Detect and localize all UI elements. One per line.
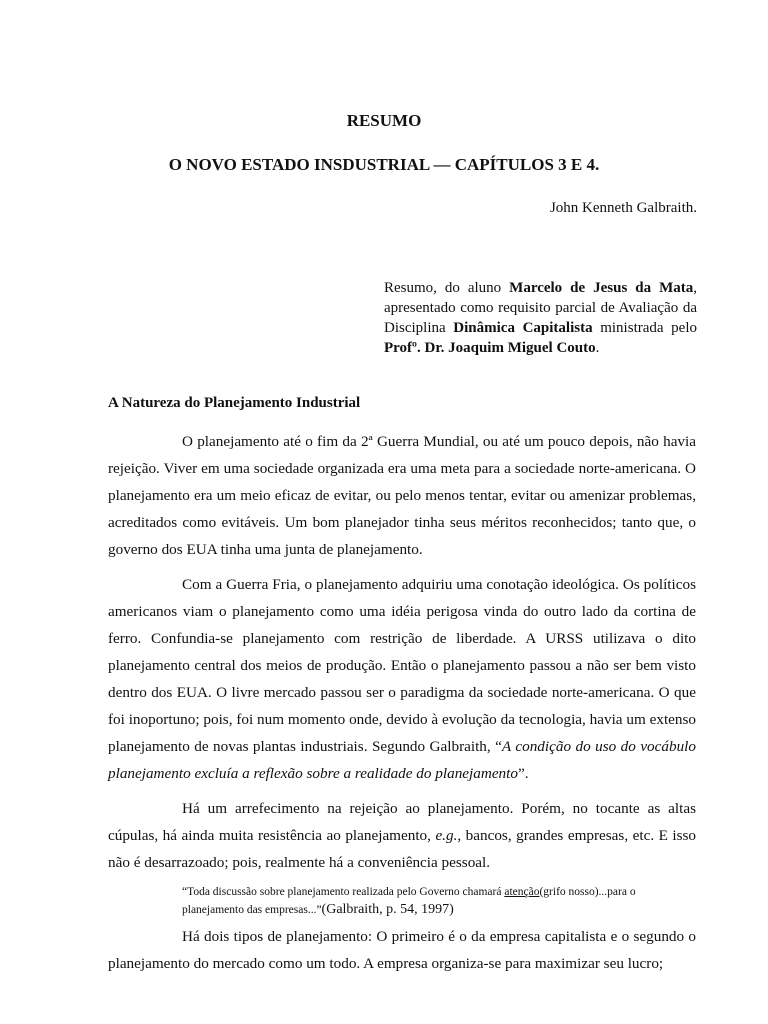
paragraph-1: O planejamento até o fim da 2ª Guerra Mundial, ou até um pouco depois, não havia rejeição. Viver em uma sociedade organizada era uma meta para a sociedade norte-americana. O planejamento era um meio eficaz de evitar, ou pelo menos tentar, evitar ou amenizar problemas, acreditados como evitáveis. Um bom planejador tinha seus méritos reconhecidos; tanto que, o governo dos EUA tinha uma junta de planejamento. bbox=[108, 433, 696, 558]
abstract-text-2: , apresentado como requisito parcial de Avaliação da Disciplina bbox=[384, 280, 697, 336]
author-name: John Kenneth Galbraith. bbox=[549, 200, 697, 216]
abstract-text-3: ministrada pelo bbox=[592, 320, 697, 336]
paragraph-2 bbox=[108, 571, 696, 787]
paragraph-4: Há dois tipos de planejamento: O primeiro é o da empresa capitalista e o segundo o planejamento do mercado como um todo. A empresa organiza-se para maximizar seu lucro; bbox=[108, 928, 696, 972]
paragraph-2-end: ”. bbox=[517, 765, 529, 782]
section-heading: A Natureza do Planejamento Industrial bbox=[108, 395, 361, 411]
galbraith-quote-inline: A condição do uso do vocábulo planejamento excluía a reflexão sobre a realidade do planejamento bbox=[108, 738, 696, 782]
block-quote bbox=[182, 884, 696, 919]
student-name: Marcelo de Jesus da Mata bbox=[509, 280, 694, 296]
eg-abbreviation: e.g. bbox=[435, 827, 458, 844]
paragraph-3-text-b: , bancos, grandes empresas, etc. E isso não é desarrazoado; pois, realmente há a conveniência pessoal. bbox=[108, 827, 696, 871]
document-title: O NOVO ESTADO INSDUSTRIAL — CAPÍTULOS 3 E 4. bbox=[168, 155, 600, 174]
abstract-text-1: Resumo, do aluno bbox=[384, 280, 510, 296]
quote-underlined-word: atenção bbox=[504, 886, 540, 898]
quote-text-b: (grifo nosso)...para o planejamento das empresas...” bbox=[182, 886, 636, 916]
professor-name: Profº. Dr. Joaquim Miguel Couto bbox=[384, 340, 596, 356]
paragraph-3 bbox=[108, 795, 696, 876]
paragraph-2-text: Com a Guerra Fria, o planejamento adquiriu uma conotação ideológica. Os políticos americanos viam o planejamento como uma idéia perigosa vinda do outro lado da cortina de ferro. Confundia-se planejamento com restrição de liberdade. A URSS utilizava o dito planejamento central dos meios de produção. Então o planejamento passou a não ser bem visto dentro dos EUA. O livre mercado passou ser o paradigma da sociedade norte-americana. O que foi inoportuno; pois, foi num momento onde, devido à evolução da tecnologia, havia um extenso planejamento de novas plantas industriais. Segundo Galbraith, “ bbox=[108, 576, 696, 755]
paragraph-3-text-a: Há um arrefecimento na rejeição ao planejamento. Porém, no tocante as altas cúpulas, há ainda muita resistência ao planejamento, bbox=[108, 800, 696, 844]
quote-citation: (Galbraith, p. 54, 1997) bbox=[321, 902, 454, 917]
quote-text-a: “Toda discussão sobre planejamento realizada pelo Governo chamará bbox=[182, 886, 505, 898]
discipline-name: Dinâmica Capitalista bbox=[453, 320, 593, 336]
abstract-note bbox=[384, 278, 697, 358]
resumo-heading: RESUMO bbox=[346, 111, 422, 130]
abstract-text-4: . bbox=[595, 340, 600, 356]
body-text bbox=[108, 428, 696, 985]
